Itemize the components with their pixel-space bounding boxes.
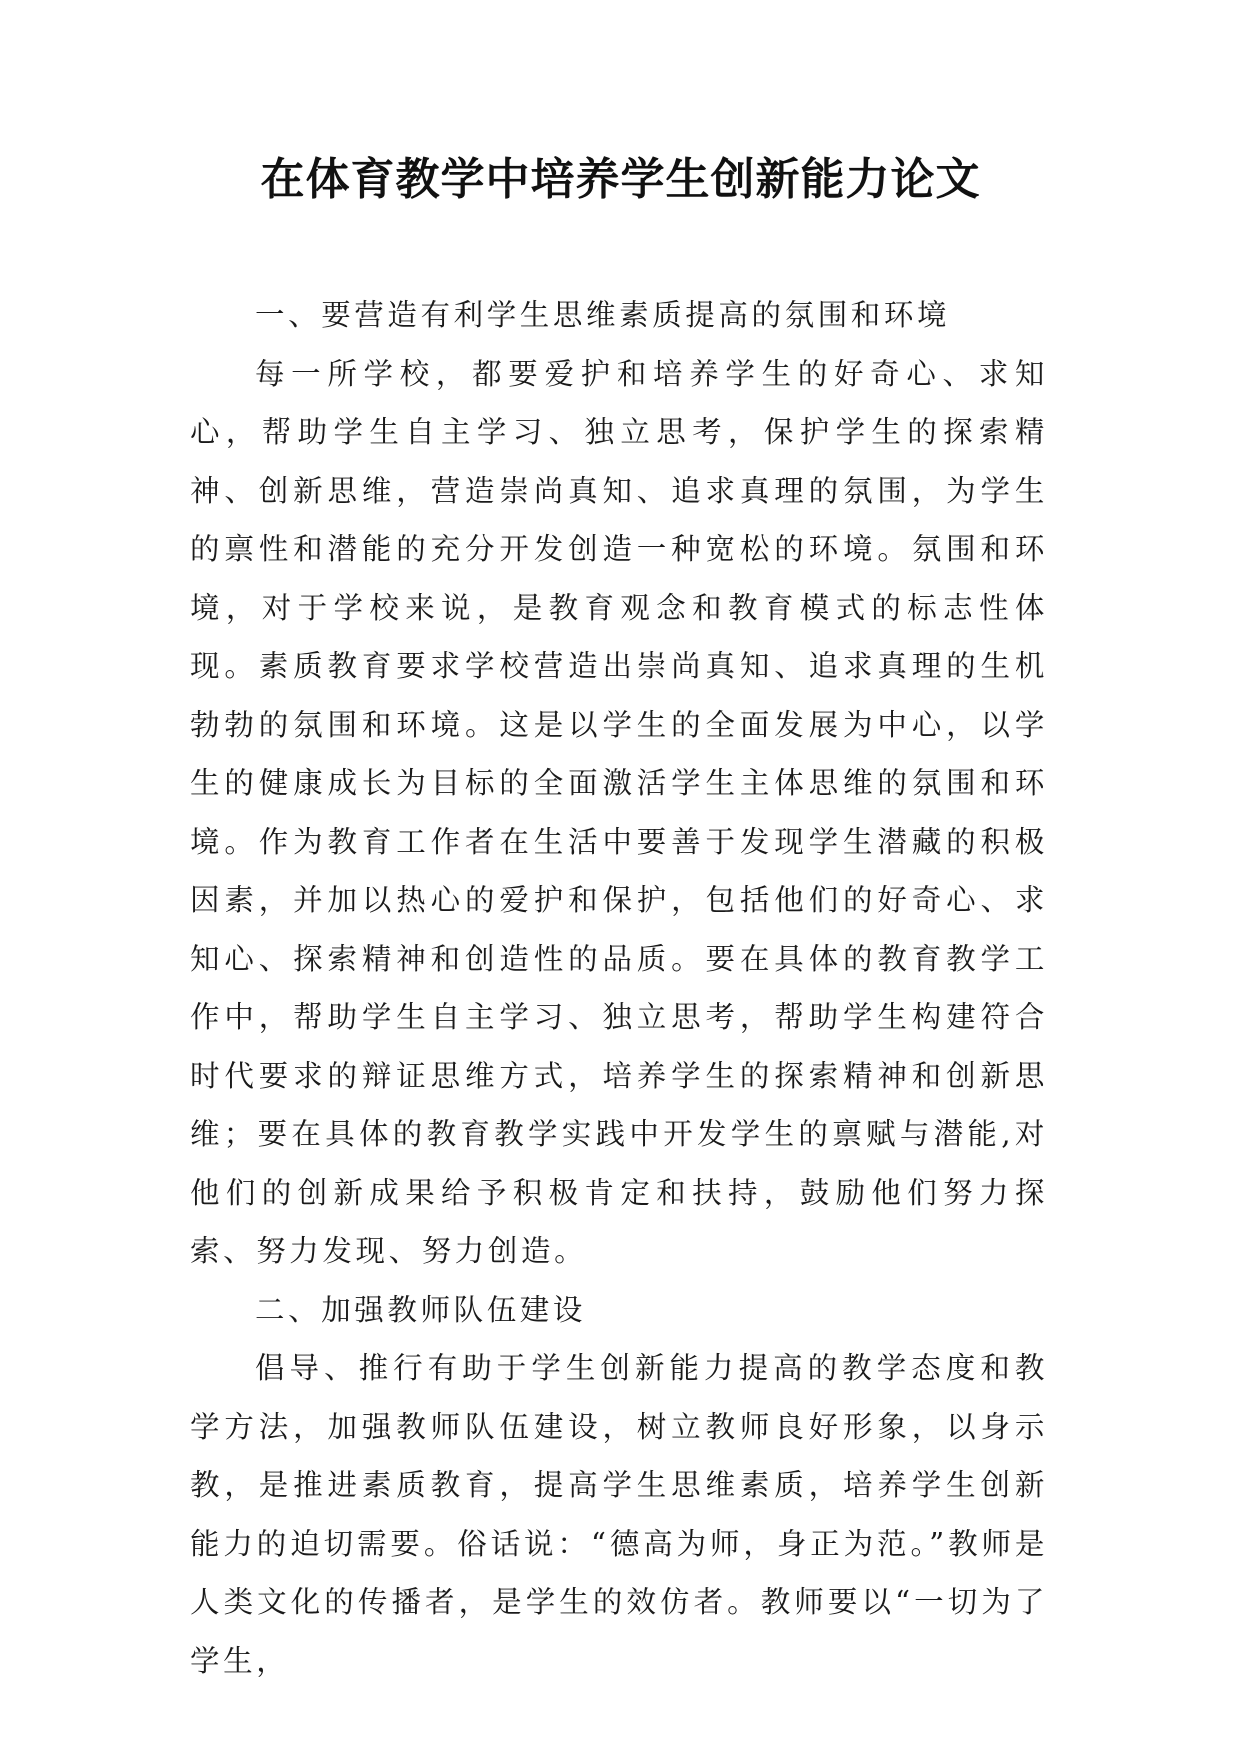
section-paragraph-2: 倡导、推行有助于学生创新能力提高的教学态度和教学方法，加强教师队伍建设，树立教师良好形象，以身示教，是推进素质教育，提高学生思维素质，培养学生创新能力的迫切需要。俗话说：“德高为师，身正为范。”教师是人类文化的传播者，是学生的效仿者。教师要以“一切为了学生，: [190, 1351, 1048, 1678]
section-paragraph-1: 每一所学校，都要爱护和培养学生的好奇心、求知心，帮助学生自主学习、独立思考，保护学生的探索精神、创新思维，营造崇尚真知、追求真理的氛围，为学生的禀性和潜能的充分开发创造一种宽松的环境。氛围和环境，对于学校来说，是教育观念和教育模式的标志性体现。素质教育要求学校营造出崇尚真知、追求真理的生机勃勃的氛围和环境。这是以学生的全面发展为中心，以学生的健康成长为目标的全面激活学生主体思维的氛围和环境。作为教育工作者在生活中要善于发现学生潜藏的积极因素，并加以热心的爱护和保护，包括他们的好奇心、求知心、探索精神和创造性的品质。要在具体的教育教学工作中，帮助学生自主学习、独立思考，帮助学生构建符合时代要求的辩证思维方式，培养学生的探索精神和创新思维；要在具体的教育教学实践中开发学生的禀赋与潜能,对他们的创新成果给予积极肯定和扶持，鼓励他们努力探索、努力发现、努力创造。: [190, 356, 1048, 1268]
section-heading-2: 二、加强教师队伍建设: [255, 1292, 587, 1327]
document-body: [190, 286, 1048, 1690]
document-title: 在体育教学中培养学生创新能力论文: [260, 154, 981, 205]
section-heading-1: 一、要营造有利学生思维素质提高的氛围和环境: [255, 298, 951, 332]
